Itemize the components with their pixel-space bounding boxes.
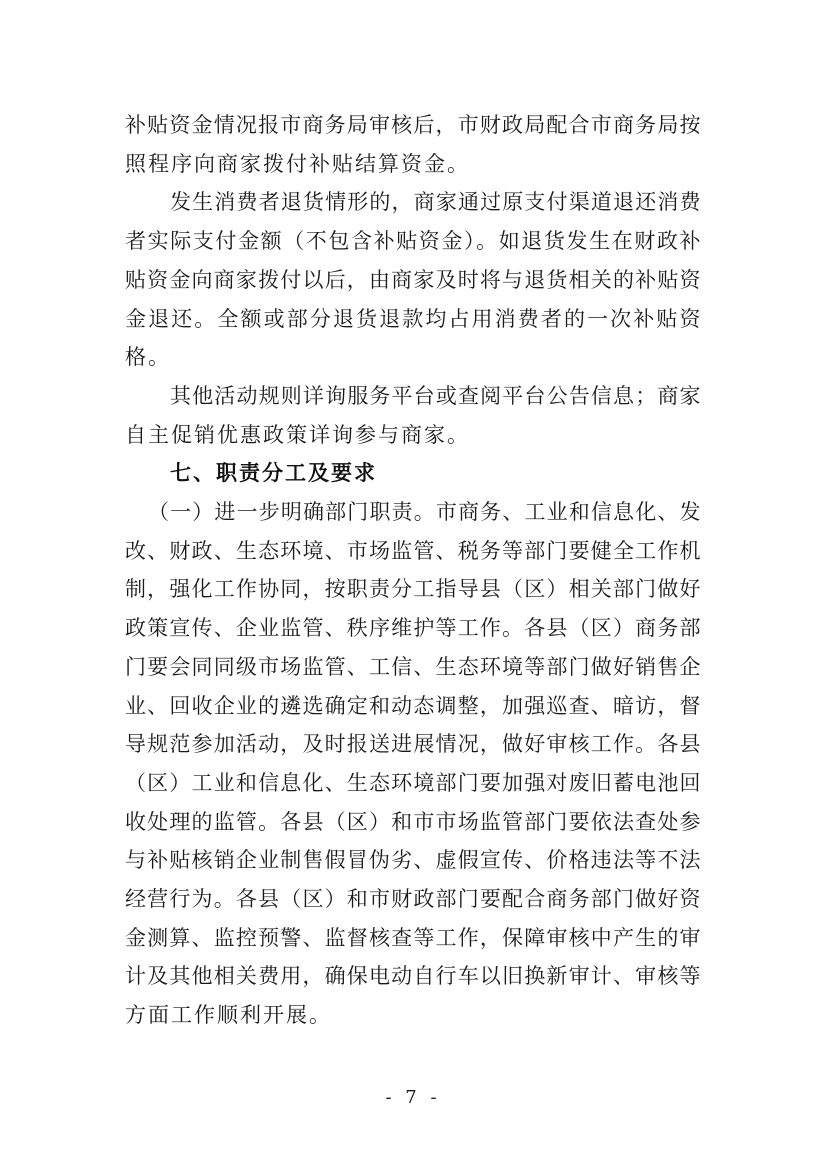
body-line: 改、财政、生态环境、市场监管、税务等部门要健全工作机: [125, 539, 701, 563]
page-number: - 7 -: [385, 1087, 441, 1108]
body-line: 照程序向商家拨付补贴结算资金。: [125, 152, 470, 176]
body-line: 门要会同同级市场监管、工信、生态环境等部门做好销售企: [125, 655, 701, 679]
body-line: 者实际支付金额（不包含补贴资金）。如退货发生在财政补: [125, 229, 701, 253]
paragraph-first-line: 其他活动规则详询服务平台或查阅平台公告信息；商家: [170, 384, 701, 408]
body-line: 方面工作顺利开展。: [125, 1003, 332, 1027]
body-line: 金退还。全额或部分退货退款均占用消费者的一次补贴资: [125, 307, 701, 331]
body-line: 自主促销优惠政策详询参与商家。: [125, 423, 470, 447]
body-line: 业、回收企业的遴选确定和动态调整，加强巡查、暗访，督: [125, 694, 701, 718]
body-line: （区）工业和信息化、生态环境部门要加强对废旧蓄电池回: [125, 771, 701, 795]
section-heading: 七、职责分工及要求: [170, 461, 377, 485]
body-line: 与补贴核销企业制售假冒伪劣、虚假宣传、价格违法等不法: [125, 848, 701, 872]
body-line: 政策宣传、企业监管、秩序维护等工作。各县（区）商务部: [125, 616, 701, 640]
body-line: 制，强化工作协同，按职责分工指导县（区）相关部门做好: [125, 577, 701, 601]
body-line: 格。: [125, 345, 171, 369]
body-line: 金测算、监控预警、监督核查等工作，保障审核中产生的审: [125, 926, 701, 950]
body-line: 计及其他相关费用，确保电动自行车以旧换新审计、审核等: [125, 964, 701, 988]
body-line: 补贴资金情况报市商务局审核后，市财政局配合市商务局按: [125, 113, 701, 137]
body-line: 贴资金向商家拨付以后，由商家及时将与退货相关的补贴资: [125, 268, 701, 292]
body-line: 导规范参加活动，及时报送进展情况，做好审核工作。各县: [125, 732, 701, 756]
paragraph-first-line: 发生消费者退货情形的，商家通过原支付渠道退还消费: [170, 190, 701, 214]
paragraph-first-line: （一）进一步明确部门职责。市商务、工业和信息化、发: [148, 500, 701, 524]
body-line: 收处理的监管。各县（区）和市市场监管部门要依法查处参: [125, 810, 701, 834]
body-line: 经营行为。各县（区）和市财政部门要配合商务部门做好资: [125, 887, 701, 911]
